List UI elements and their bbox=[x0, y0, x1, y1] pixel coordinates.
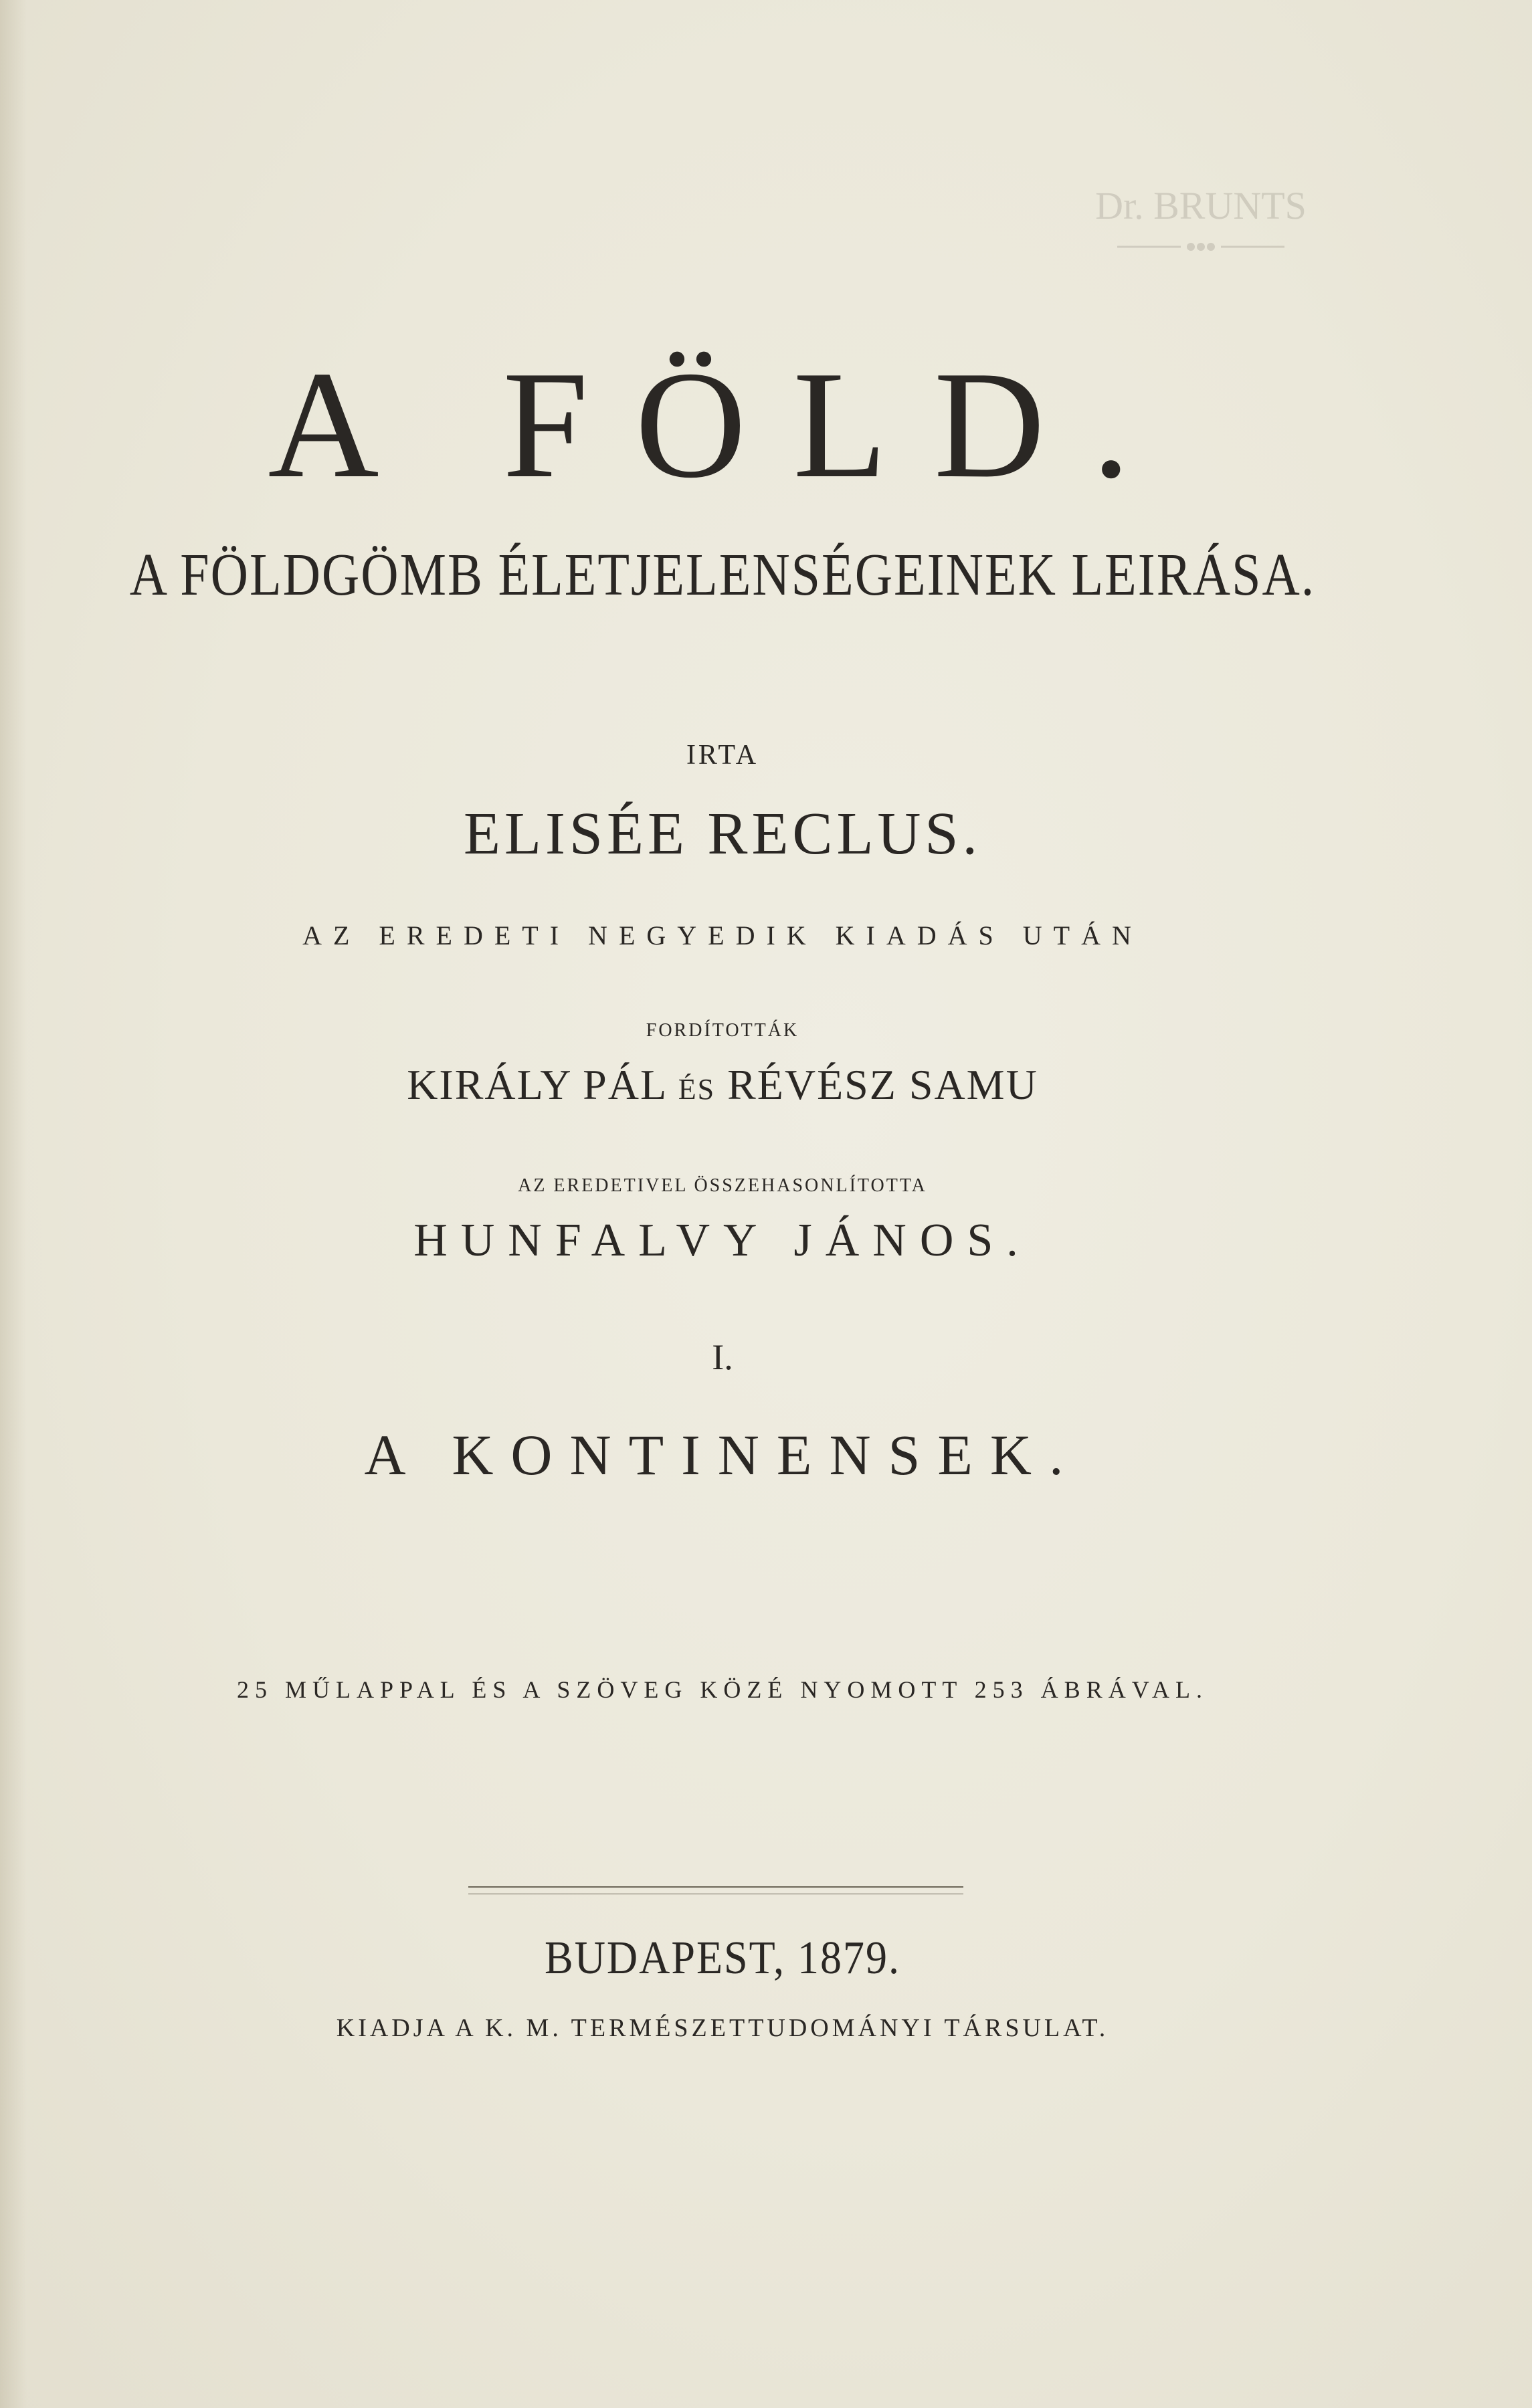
book-title: A FÖLD. bbox=[268, 339, 1177, 510]
translators bbox=[0, 1060, 1445, 1110]
book-subtitle: A FÖLDGÖMB ÉLETJELENSÉGEINEK LEIRÁSA. bbox=[129, 540, 1316, 608]
svg-text:Dr. BRUNTS: Dr. BRUNTS bbox=[1095, 184, 1307, 227]
illustrations-note: 25 MŰLAPPAL ÉS A SZÖVEG KÖZÉ NYOMOTT 253 ÁBRÁVAL. bbox=[236, 1676, 1209, 1703]
edition-note: AZ EREDETI NEGYEDIK KIADÁS UTÁN bbox=[302, 920, 1143, 950]
translator-2: RÉVÉSZ SAMU bbox=[727, 1061, 1038, 1108]
by-label: IRTA bbox=[686, 740, 759, 771]
library-stamp bbox=[1054, 177, 1348, 264]
comparer-name: HUNFALVY JÁNOS. bbox=[413, 1215, 1032, 1266]
double-rule-divider bbox=[468, 1886, 963, 1894]
translator-conjunction: ÉS bbox=[678, 1073, 716, 1106]
publisher: KIADJA A K. M. TERMÉSZETTUDOMÁNYI TÁRSULAT. bbox=[336, 2014, 1109, 2042]
author-name: ELISÉE RECLUS. bbox=[464, 801, 981, 867]
translated-label: FORDÍTOTTÁK bbox=[646, 1020, 799, 1041]
place-and-year: BUDAPEST, 1879. bbox=[545, 1931, 900, 1984]
compared-label: AZ EREDETIVEL ÖSSZEHASONLÍTOTTA bbox=[518, 1175, 927, 1196]
volume-title: A KONTINENSEK. bbox=[364, 1423, 1081, 1487]
volume-number: I. bbox=[712, 1337, 733, 1377]
translator-1: KIRÁLY PÁL bbox=[407, 1061, 666, 1108]
